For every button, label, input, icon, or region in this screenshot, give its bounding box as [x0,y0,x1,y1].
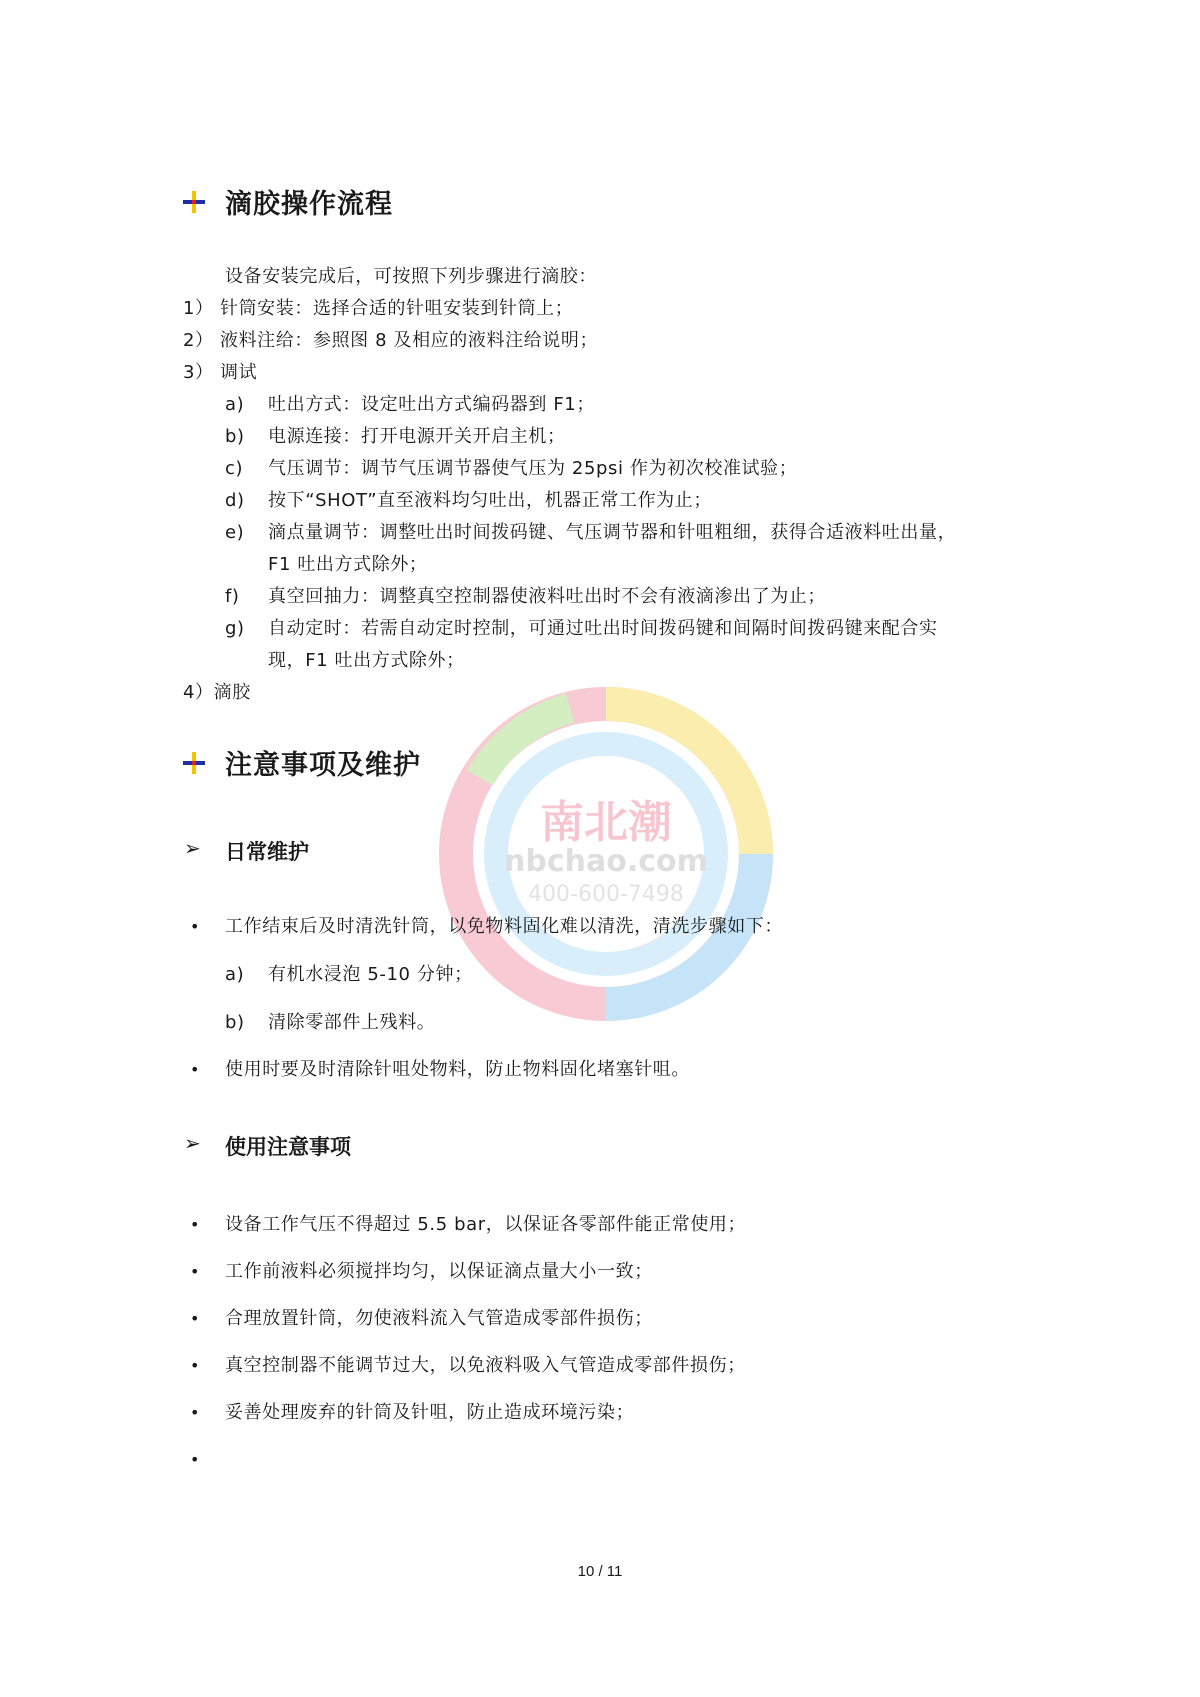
section-heading-dispensing: 滴胶操作流程 [225,189,393,220]
section-marker-icon [183,191,205,213]
substep-key: b) [225,426,245,447]
substep-key: f) [225,586,240,607]
substep-key: a) [225,964,245,985]
usage-item: 妥善处理废弃的针筒及针咀，防止造成环境污染； [225,1402,635,1423]
substep-text: 自动定时：若需自动定时控制，可通过吐出时间拨码键和间隔时间拨码键来配合实 [268,618,938,639]
substep-key: a) [225,394,245,415]
substep-text: 滴点量调节：调整吐出时间拨码键、气压调节器和针咀粗细，获得合适液料吐出量， [268,522,957,543]
bullet-icon: • [190,1060,200,1079]
page-number: 10 / 11 [577,1563,623,1580]
usage-item: 真空控制器不能调节过大，以免液料吸入气管造成零部件损伤； [225,1355,746,1376]
step-3: 3） 调试 [183,362,258,383]
bullet-icon: • [190,1450,200,1469]
step-2: 2） 液料注给：参照图 8 及相应的液料注给说明； [183,330,599,351]
substep-key: c) [225,458,244,479]
substep-key: e) [225,522,245,543]
substep-text: 电源连接：打开电源开关开启主机； [268,426,566,447]
arrow-bullet-icon: ➢ [184,1131,201,1155]
watermark-phone: 400-600-7498 [528,882,684,907]
substep-text-continued: 现，F1 吐出方式除外； [268,650,465,671]
usage-item: 工作前液料必须搅拌均匀，以保证滴点量大小一致； [225,1261,653,1282]
substep-key: g) [225,618,245,639]
watermark-site: nbchao.com [504,844,708,879]
bullet-icon: • [190,917,200,936]
substep-text: 真空回抽力：调整真空控制器使液料吐出时不会有液滴渗出了为止； [268,586,826,607]
intro-text: 设备安装完成后，可按照下列步骤进行滴胶： [225,266,597,287]
daily-item: 工作结束后及时清洗针筒，以免物料固化难以清洗，清洗步骤如下： [225,916,783,937]
section-marker-icon [183,752,205,774]
substep-text-continued: F1 吐出方式除外； [268,554,428,575]
bullet-icon: • [190,1215,200,1234]
watermark-logo [420,668,792,1040]
arrow-bullet-icon: ➢ [184,836,201,860]
step-4: 4）滴胶 [183,682,251,703]
watermark-logo-text: 南北潮 [540,797,672,848]
substep-text: 有机水浸泡 5-10 分钟； [268,964,473,985]
substep-key: b) [225,1012,245,1033]
usage-item: 设备工作气压不得超过 5.5 bar，以保证各零部件能正常使用； [225,1214,747,1235]
subheading-usage-precautions: 使用注意事项 [225,1135,351,1159]
bullet-icon: • [190,1262,200,1281]
bullet-icon: • [190,1403,200,1422]
daily-item: 使用时要及时清除针咀处物料，防止物料固化堵塞针咀。 [225,1059,690,1080]
subheading-daily-maintenance: 日常维护 [225,840,309,864]
substep-text: 按下“SHOT”直至液料均匀吐出，机器正常工作为止； [268,490,712,511]
bullet-icon: • [190,1356,200,1375]
bullet-icon: • [190,1309,200,1328]
substep-text: 气压调节：调节气压调节器使气压为 25psi 作为初次校准试验； [268,458,798,479]
substep-text: 吐出方式：设定吐出方式编码器到 F1； [268,394,595,415]
step-1: 1） 针筒安装：选择合适的针咀安装到针筒上； [183,298,574,319]
substep-text: 清除零部件上残料。 [268,1012,436,1033]
usage-item: 合理放置针筒，勿使液料流入气管造成零部件损伤； [225,1308,653,1329]
substep-key: d) [225,490,245,511]
section-heading-maintenance: 注意事项及维护 [225,750,421,781]
